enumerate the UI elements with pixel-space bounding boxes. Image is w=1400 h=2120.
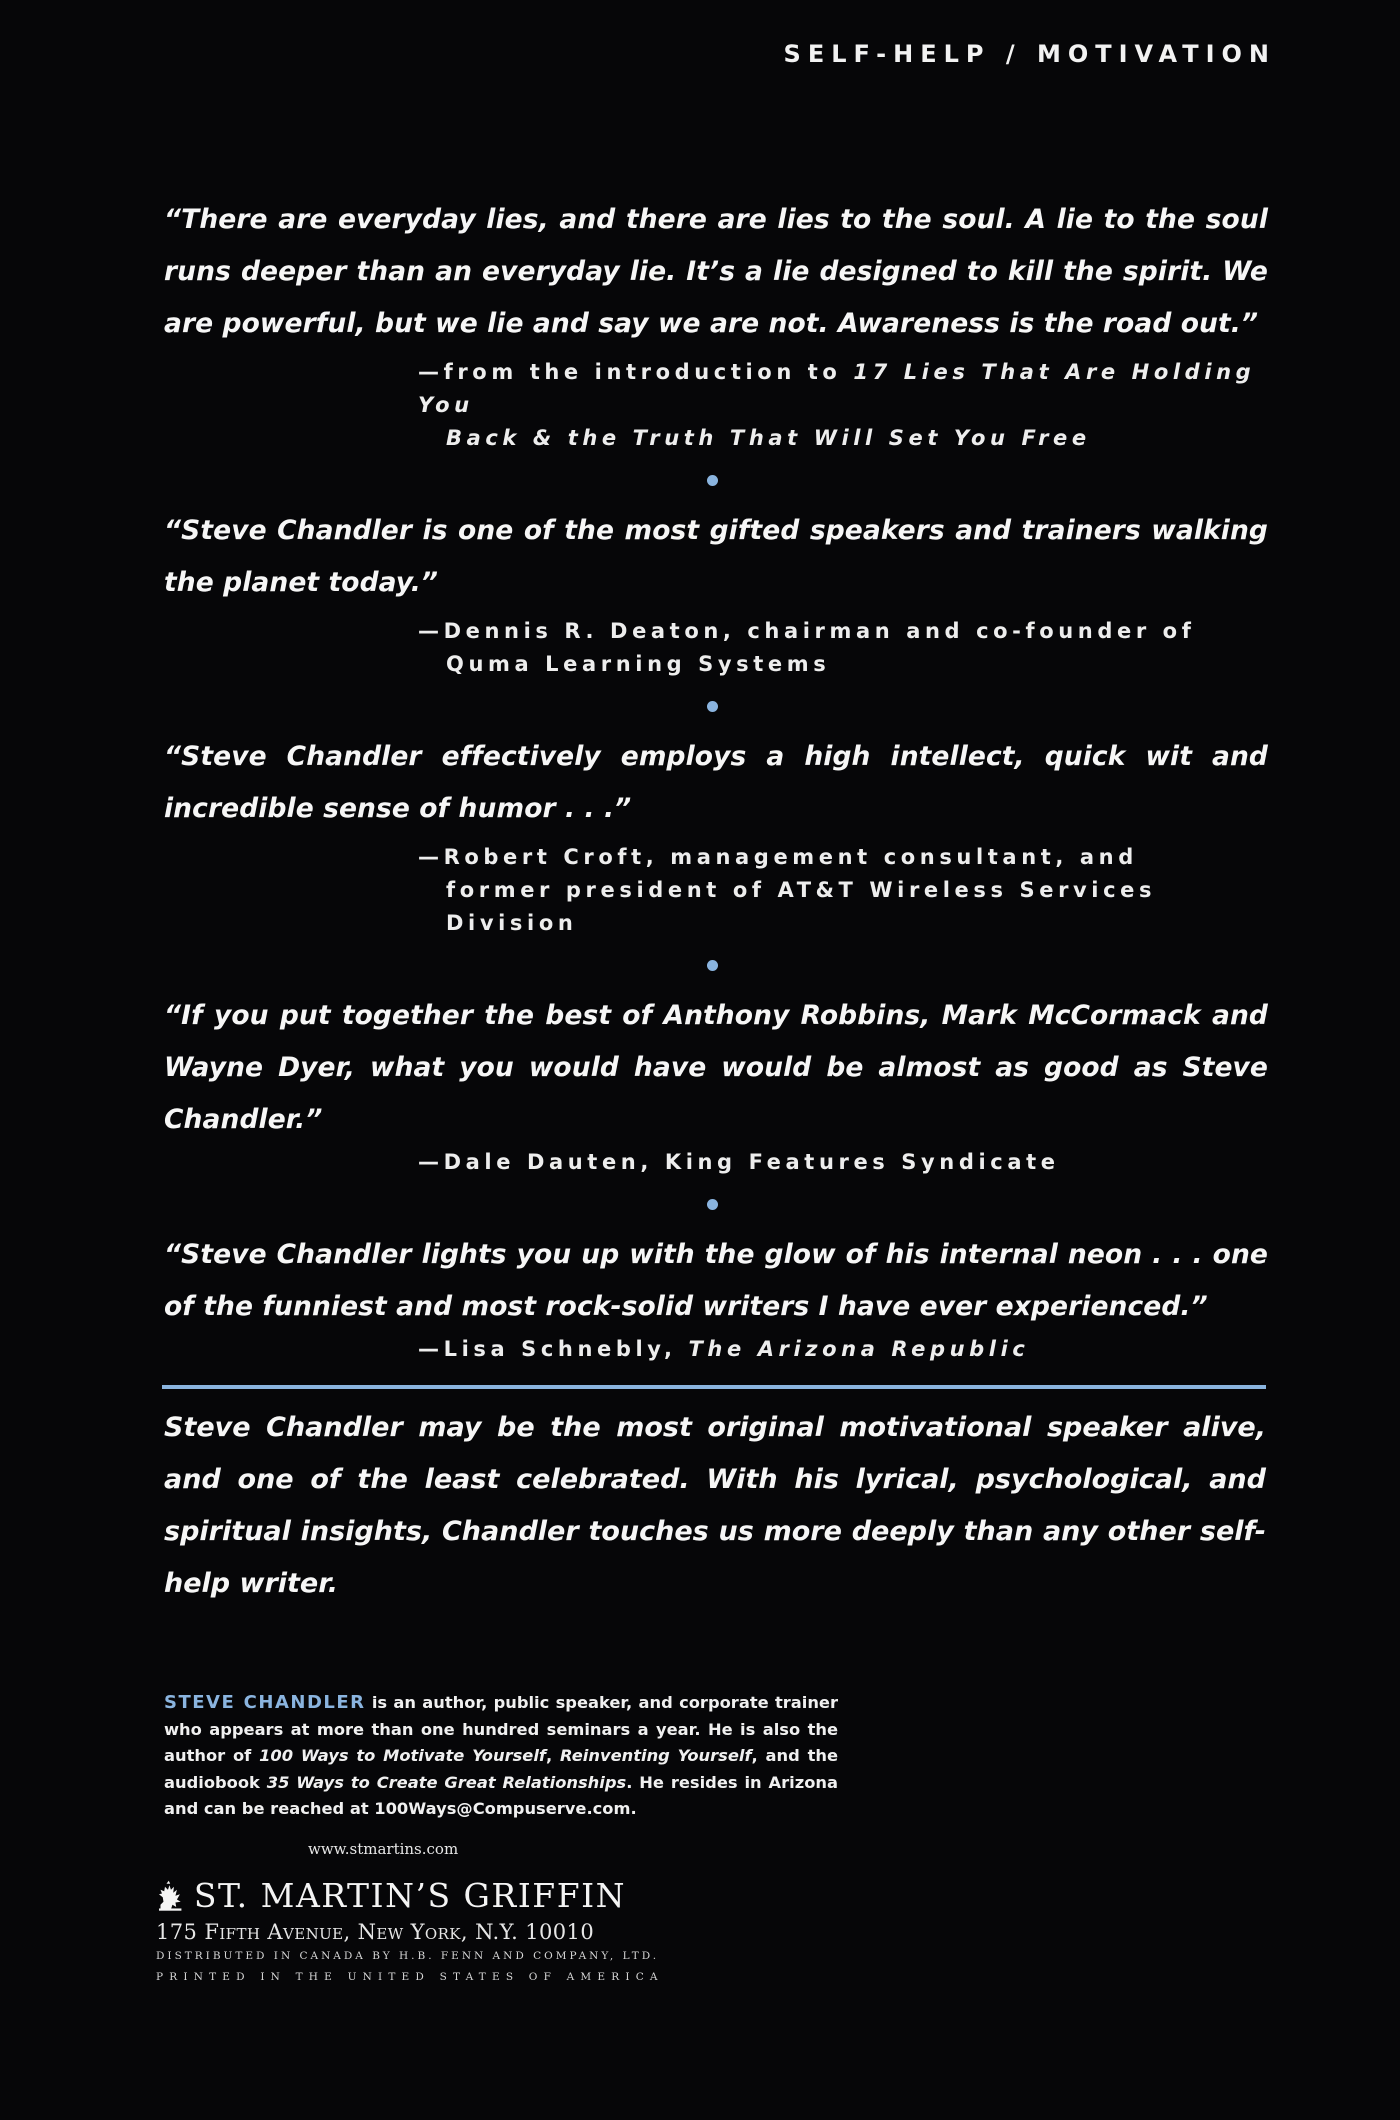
author-bio [164,1690,838,1823]
bio-text: is an author, public speaker, and corporate trainer who appears at more than one hundred seminars a year. He is also the author of [164,1693,838,1765]
quotes-section [164,194,1268,1366]
quote-text: “Steve Chandler effectively employs a high intellect, quick wit and incredible sense of humor . . .” [164,741,1268,824]
quote-2 [164,505,1268,681]
quote-text: “Steve Chandler is one of the most gifted speakers and trainers walking the planet today.” [164,515,1268,598]
quote-attribution [418,1146,1268,1179]
publisher-block [156,1874,664,1983]
quote-text: “If you put together the best of Anthony Robbins, Mark McCormack and Wayne Dyer, what you would have would be almost as good as Steve Chandler.” [164,1000,1268,1135]
publisher-name: ST. MARTIN’S GRIFFIN [193,1876,626,1915]
attribution-line: —from the introduction to [418,360,854,384]
bio-text: . He resides in Arizona and can be reached at 100Ways@Compuserve.com. [164,1772,838,1818]
attribution-line: Quma Learning Systems [446,652,831,676]
book-title: 100 Ways to Motivate Yourself [259,1746,547,1765]
divider-dot [707,960,718,971]
attribution-line: former president of AT&T Wireless Services Division [446,878,1157,935]
quote-attribution [418,615,1268,681]
book-title: Reinventing Yourself [560,1746,752,1765]
quote-4 [164,990,1268,1179]
quote-1 [164,194,1268,455]
attribution-title: The Arizona Republic [688,1337,1030,1361]
quote-attribution [418,1333,1268,1366]
bio-text: , and the audiobook [164,1746,839,1792]
divider-dot [707,1199,718,1210]
divider-dot [707,701,718,712]
attribution-title: Back & the Truth That Will Set You Free [446,426,1091,450]
quote-attribution [418,356,1268,455]
quote-text: “There are everyday lies, and there are lies to the soul. A lie to the soul runs deeper than an everyday lie. It’s a lie designed to kill the spirit. We are powerful, but we lie and say we are not. Awareness is the road out.” [164,204,1268,339]
quote-text: “Steve Chandler lights you up with the glow of his internal neon . . . one of the funniest and most rock-solid writers I have ever experienced.” [164,1239,1268,1322]
summary-text: Steve Chandler may be the most original motivational speaker alive, and one of the least celebrated. With his lyrical, psychological, and spiritual insights, Chandler touches us more deeply than any other self-help writer. [164,1412,1266,1599]
section-rule [162,1385,1266,1389]
attribution-title: 17 Lies That Are Holding You [418,360,1256,417]
quote-3 [164,731,1268,940]
publisher-address: 175 Fifth Avenue, New York, N.Y. 10010 [156,1920,595,1944]
attribution-line: —Lisa Schnebly, [418,1337,689,1361]
attribution-line: —Robert Croft, management consultant, and [418,845,1138,869]
book-title: 35 Ways to Create Great Relationships [266,1772,627,1792]
attribution-line: —Dennis R. Deaton, chairman and co-founder of [418,619,1196,643]
divider-dot [707,475,718,486]
quote-5 [164,1229,1268,1366]
griffin-icon [156,1874,186,1916]
website-url[interactable]: www.stmartins.com [308,1840,459,1858]
attribution-line: —Dale Dauten, King Features Syndicate [418,1150,1060,1174]
quote-attribution [418,841,1268,940]
distribution-note: DISTRIBUTED IN CANADA BY H.B. FENN AND COMPANY, LTD. [156,1950,660,1962]
category-label: SELF-HELP / MOTIVATION [783,40,1276,68]
printed-note: PRINTED IN THE UNITED STATES OF AMERICA [156,1971,664,1983]
author-name: STEVE CHANDLER [164,1692,366,1713]
bio-text: , [546,1746,561,1765]
